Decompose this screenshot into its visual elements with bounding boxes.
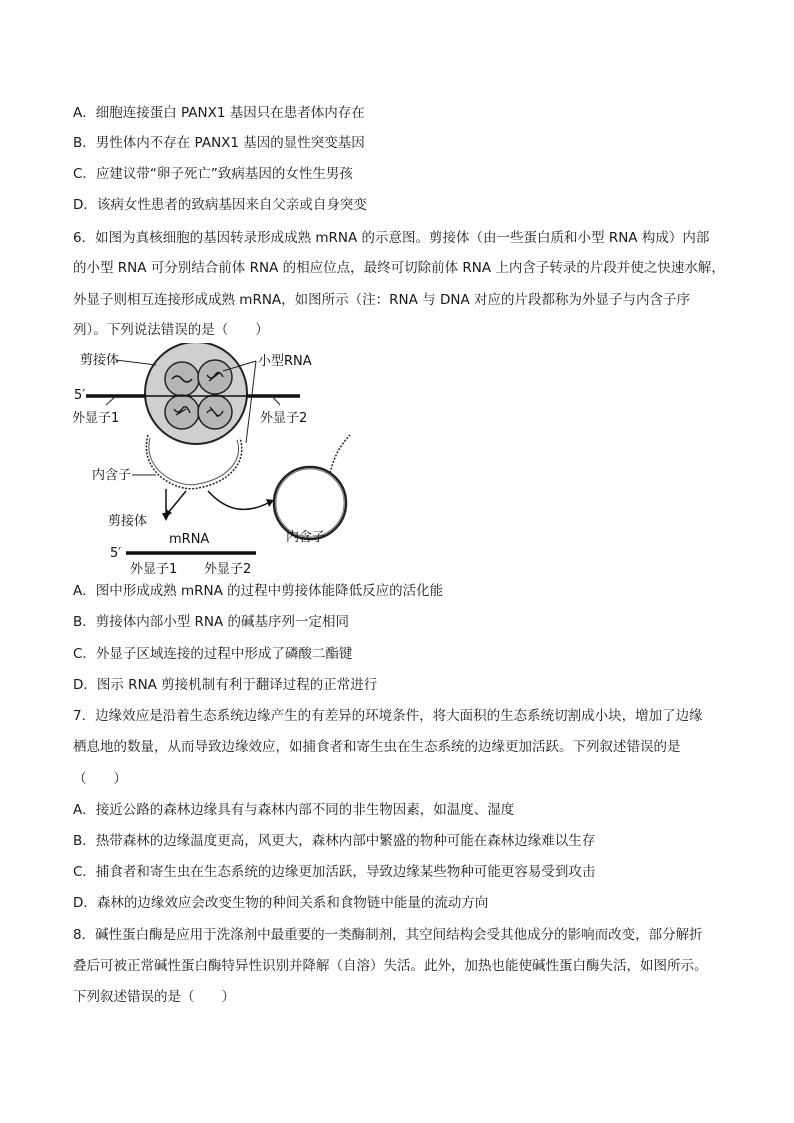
q5-option-b: B．男性体内不存在 PANX1 基因的显性突变基因: [73, 135, 365, 151]
label-spliceosome-bottom: 剪接体: [108, 514, 148, 529]
q6-option-b: B．剪接体内部小型 RNA 的碱基序列一定相同: [73, 614, 350, 630]
q7-option-b: B．热带森林的边缘温度更高，风更大，森林内部中繁盛的物种可能在森林边缘难以生存: [73, 833, 596, 849]
q5-option-c: C．应建议带“卵子死亡”致病基因的女性生男孩: [73, 166, 353, 182]
q6-stem-line-2: 的小型 RNA 可分别结合前体 RNA 的相应位点，最终可切除前体 RNA 上内含子转录的片段并使之快速水解，: [73, 260, 725, 276]
splicing-diagram: [68, 343, 358, 578]
q8-stem-line-1: 8．碱性蛋白酶是应用于洗涤剂中最重要的一类酶制剂，其空间结构会受其他成分的影响而改变，部分解折: [73, 927, 703, 943]
q5-option-d: D．该病女性患者的致病基因来自父亲或自身突变: [73, 197, 367, 213]
q7-stem-line-3: （ ）: [73, 771, 127, 787]
q8-stem-line-3: 下列叙述错误的是（ ）: [73, 989, 235, 1005]
q6-option-d: D．图示 RNA 剪接机制有利于翻译过程的正常进行: [73, 677, 378, 693]
q6-stem-line-4: 列）。下列说法错误的是（ ）: [73, 322, 269, 338]
label-mrna: mRNA: [169, 532, 210, 547]
q7-option-d: D．森林的边缘效应会改变生物的种间关系和食物链中能量的流动方向: [73, 895, 489, 911]
spliceosome-body: [145, 343, 247, 444]
q6-option-c: C．外显子区域连接的过程中形成了磷酸二酯键: [73, 646, 353, 662]
q7-option-c: C．捕食者和寄生虫在生态系统的边缘更加活跃，导致边缘某些物种可能更容易受到攻击: [73, 864, 596, 880]
q7-stem-line-1: 7．边缘效应是沿着生态系统边缘产生的有差异的环境条件，将大面积的生态系统切割成小块，增加了边缘: [73, 708, 703, 724]
label-five-prime-bottom: 5′: [110, 546, 122, 561]
q5-option-a: A．细胞连接蛋白 PANX1 基因只在患者体内存在: [73, 105, 365, 121]
q6-option-a: A．图中形成成熟 mRNA 的过程中剪接体能降低反应的活化能: [73, 583, 444, 599]
label-five-prime-top: 5′: [74, 388, 86, 403]
q8-stem-line-2: 叠后可被正常碱性蛋白酶特异性识别并降解（自溶）失活。此外，加热也能使碱性蛋白酶失活，如图所示。: [73, 958, 708, 974]
q6-stem-line-1: 6．如图为真核细胞的基因转录形成成熟 mRNA 的示意图。剪接体（由一些蛋白质和小型 RNA 构成）内部: [73, 230, 710, 246]
label-exon2-bottom: 外显子2: [204, 562, 252, 577]
q6-stem-line-3: 外显子则相互连接形成成熟 mRNA，如图所示（注：RNA 与 DNA 对应的片段都称为外显子与内含子序: [73, 292, 690, 308]
label-exon1-bottom: 外显子1: [130, 562, 178, 577]
label-intron-right: 内含子: [286, 530, 326, 545]
label-spliceosome-top: 剪接体: [80, 353, 120, 368]
q7-option-a: A．接近公路的森林边缘具有与森林内部不同的非生物因素，如温度、湿度: [73, 802, 515, 818]
label-small-rna: 小型RNA: [258, 354, 312, 369]
label-exon1-top: 外显子1: [72, 411, 120, 426]
q7-stem-line-2: 栖息地的数量，从而导致边缘效应，如捕食者和寄生虫在生态系统的边缘更加活跃。下列叙述错误的是: [73, 739, 681, 755]
label-exon2-top: 外显子2: [260, 411, 308, 426]
label-intron-left: 内含子: [92, 468, 132, 483]
